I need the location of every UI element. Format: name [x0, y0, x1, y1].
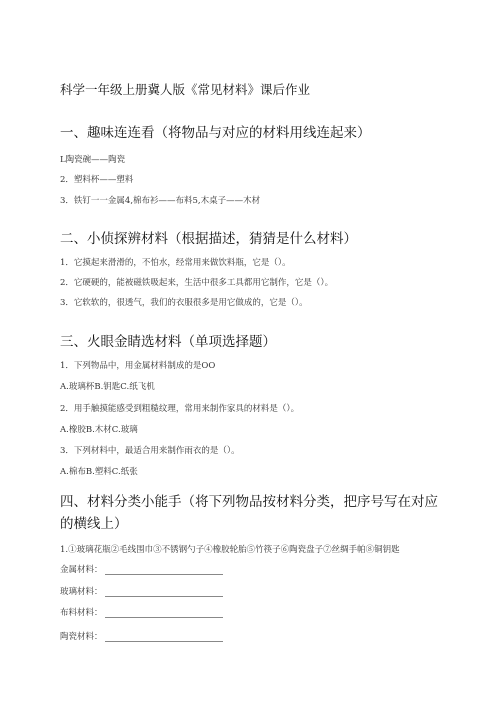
question-line: 1．它摸起来滑滑的，不怕水，经常用来做饮料瓶，它是（）。 [60, 258, 291, 268]
blank-label: 陶瓷材料： [60, 632, 103, 642]
question-line: 3．下列材料中，最适合用来制作雨衣的是（）。 [60, 446, 240, 456]
blank-line-metal [60, 563, 223, 575]
question-line: 2．塑料杯——塑料 [60, 175, 134, 185]
section-4-heading: 四、材料分类小能手（将下列物品按材料分类，把序号写在对应的横线上） [60, 494, 438, 532]
question-line: 2．它硬硬的，能被磁铁吸起来，生活中很多工具都用它制作，它是（）。 [60, 278, 334, 288]
blank-line-glass [60, 585, 223, 597]
blank-line-cloth [60, 606, 223, 618]
section-1-heading: 一、趣味连连看（将物品与对应的材料用线连起来） [60, 125, 371, 141]
question-line: 3．它软软的，很透气，我们的衣服很多是用它做成的，它是（）。 [60, 298, 308, 308]
answer-blank[interactable] [105, 588, 223, 597]
blank-label: 金属材料： [60, 565, 103, 575]
question-line: 1．下列物品中，用金属材料制成的是OO [60, 361, 216, 371]
question-line: 3．铁钉一一金属4,棉布衫——布料5,木桌子——木材 [60, 196, 261, 206]
question-line: L陶瓷碗——陶瓷 [60, 155, 126, 165]
blank-line-ceramic [60, 630, 223, 642]
answer-options: A.棉布B.塑料C.纸张 [60, 467, 138, 477]
answer-blank[interactable] [105, 633, 223, 642]
answer-options: A.玻璃杯B.钥匙C.纸飞机 [60, 382, 155, 392]
answer-blank[interactable] [105, 609, 223, 618]
blank-label: 布料材料： [60, 608, 103, 618]
section-3-heading: 三、火眼金睛选材料（单项选择题） [60, 334, 276, 350]
page-title: 科学一年级上册冀人版《常见材料》课后作业 [60, 82, 311, 97]
question-line: 2．用手触摸能感受到粗糙纹理，常用来制作家具的材料是（）。 [60, 404, 300, 414]
blank-label: 玻璃材料： [60, 587, 103, 597]
question-line: 1.①玻璃花瓶②毛线围巾③不锈钢勺子④橡胶轮胎⑤竹筷子⑥陶瓷盘子⑦丝绸手帕⑧铜钥匙 [60, 545, 400, 555]
answer-options: A.橡胶B.木材C.玻璃 [60, 425, 138, 435]
answer-blank[interactable] [105, 566, 223, 575]
section-2-heading: 二、小侦探辨材料（根据描述，猜猜是什么材料） [60, 231, 357, 247]
